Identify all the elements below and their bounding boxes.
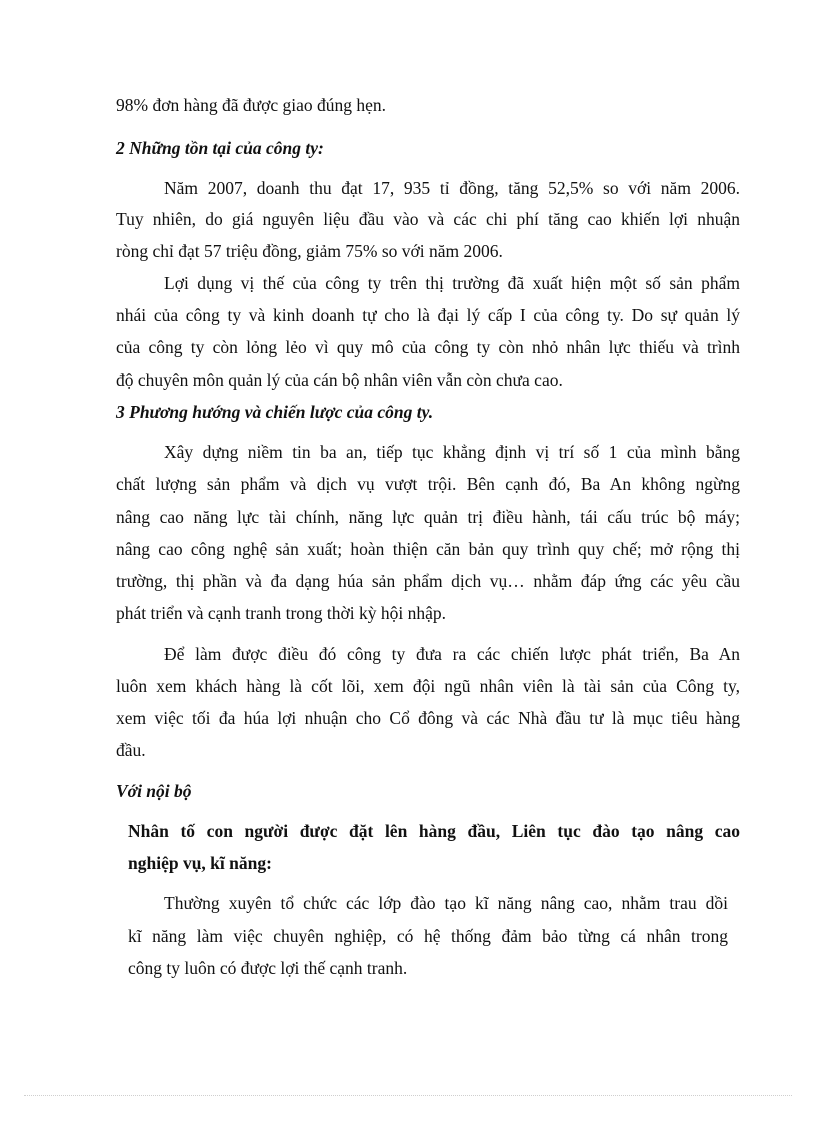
section-heading: Với nội bộ	[116, 781, 192, 801]
text-line: nhái của công ty và kinh doanh tự cho là đại lý cấp I của công ty. Do sự quản lý	[116, 305, 740, 325]
section-heading: 2 Những tồn tại của công ty:	[116, 138, 324, 158]
text-line: công ty luôn có được lợi thế cạnh tranh.	[128, 958, 408, 978]
text-line: đầu.	[116, 740, 146, 760]
text-line: trường, thị phần và đa dạng húa sản phẩm dịch vụ… nhằm đáp ứng các yêu cầu	[116, 571, 740, 591]
text-line: Thường xuyên tổ chức các lớp đào tạo kĩ năng nâng cao, nhằm trau dồi	[164, 893, 728, 913]
page-bottom-rule	[24, 1095, 792, 1096]
text-line: Xây dựng niềm tin ba an, tiếp tục khẳng định vị trí số 1 của mình bằng	[164, 442, 740, 462]
section-heading: 3 Phương hướng và chiến lược của công ty.	[116, 402, 434, 422]
text-line: chất lượng sản phẩm và dịch vụ vượt trội. Bên cạnh đó, Ba An không ngừng	[116, 474, 740, 494]
text-line: độ chuyên môn quản lý của cán bộ nhân viên vẫn còn chưa cao.	[116, 370, 563, 390]
text-line: ròng chỉ đạt 57 triệu đồng, giảm 75% so với năm 2006.	[116, 241, 503, 261]
text-line: phát triển và cạnh tranh trong thời kỳ hội nhập.	[116, 603, 447, 623]
text-line: luôn xem khách hàng là cốt lõi, xem đội ngũ nhân viên là tài sản của Công ty,	[116, 676, 740, 696]
text-line: nâng cao công nghệ sản xuất; hoàn thiện căn bản quy trình quy chế; mở rộng thị	[116, 539, 740, 559]
text-line: nâng cao năng lực tài chính, năng lực quản trị điều hành, tái cấu trúc bộ máy;	[116, 507, 740, 527]
text-line: của công ty còn lỏng lẻo vì quy mô của công ty còn nhỏ nhân lực thiếu và trình	[116, 337, 740, 357]
bold-line: nghiệp vụ, kĩ năng:	[128, 853, 272, 873]
text-line: xem việc tối đa húa lợi nhuận cho Cổ đông và các Nhà đầu tư là mục tiêu hàng	[116, 708, 740, 728]
text-line: Tuy nhiên, do giá nguyên liệu đầu vào và các chi phí tăng cao khiến lợi nhuận	[116, 209, 740, 229]
text-line: Năm 2007, doanh thu đạt 17, 935 tỉ đồng, tăng 52,5% so với năm 2006.	[164, 178, 740, 198]
text-line: 98% đơn hàng đã được giao đúng hẹn.	[116, 95, 387, 115]
text-line: kĩ năng làm việc chuyên nghiệp, có hệ thống đảm bảo từng cá nhân trong	[128, 926, 728, 946]
text-line: Lợi dụng vị thế của công ty trên thị trường đã xuất hiện một số sản phẩm	[164, 273, 740, 293]
text-line: Để làm được điều đó công ty đưa ra các chiến lược phát triển, Ba An	[164, 644, 740, 664]
bold-line: Nhân tố con người được đặt lên hàng đầu, Liên tục đào tạo nâng cao	[128, 821, 740, 841]
